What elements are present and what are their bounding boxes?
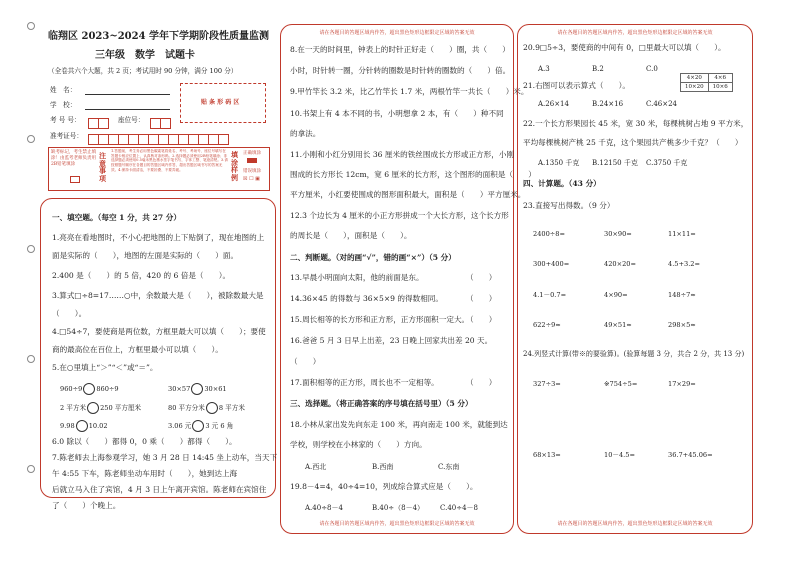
question-12: 12.3 个边长为 4 厘米的小正方形拼成一个大长方形，这个长方形 xyxy=(290,211,509,220)
name-label: 姓 名： xyxy=(50,86,77,94)
compare-circle[interactable] xyxy=(83,383,95,395)
q20-option-b: B.2 xyxy=(592,65,604,73)
question-9: 9.甲竹竿长 3.2 米，比乙竹竿长 1.7 米，两根竹竿一共长（ ）米。 xyxy=(290,87,529,96)
compare-row-3: 9.98 10.02 xyxy=(60,422,108,430)
calc-item: 4×90= xyxy=(604,291,628,299)
vertical-calc: 327÷3= xyxy=(533,380,561,388)
page-title: 临翔区 2023~2024 学年下学期阶段性质量监测 xyxy=(48,31,270,42)
question-21: 21.右图可以表示算式（ ）。 xyxy=(523,81,630,90)
notice-items: 1.答题前，考生务必用黑色碳素笔将姓名、考号、考场号、座位号填写在答题卡相应位置上，认真核对条形码。2.选择题必须使用2B铅笔填涂；非选择题必须使用0.5毫米黑色墨水签字笔书写，字体工整、笔迹清楚。3.请按照题号顺序在各题目的答题区域内作答，超出答题区域书写的答案无效。4.保持卡面清洁，不要折叠、不要弄破。 xyxy=(111,149,228,172)
barcode-area xyxy=(180,83,266,123)
binding-hole xyxy=(27,135,35,143)
question-16: 16.爸爸 5 月 3 日早上出差，23 日晚上回家共出差 20 天。 xyxy=(290,336,493,345)
exam-room-label: 考 号 号： xyxy=(50,116,81,124)
calc-item: 2400÷8= xyxy=(533,230,566,238)
vertical-calc: 10－4.5= xyxy=(604,451,635,459)
question-1-cont: 面是实际的（ ），地图的左面是实际的（ ）面。 xyxy=(52,251,239,260)
question-8-cont: 小时，时针转一圈，分针转的圈数是时针转的圈数的（ ）倍。 xyxy=(290,66,511,75)
area-model-table xyxy=(680,73,733,92)
calc-item: 148÷7≈ xyxy=(668,291,696,299)
answer-16[interactable]: （ ） xyxy=(290,357,321,366)
section1-title: 一、填空题。（每空 1 分，共 27 分） xyxy=(52,213,181,222)
table-cell: 10×20 xyxy=(681,83,709,92)
compare-circle[interactable] xyxy=(191,383,203,395)
question-20: 20.9□5÷3，要使商的中间有 0，□里最大可以填（ ）。 xyxy=(523,43,726,52)
calc-item: 298×5≈ xyxy=(668,321,696,329)
calc-item: 4.1－0.7= xyxy=(533,291,567,299)
vertical-calc: 17×29= xyxy=(668,380,696,388)
compare-row-1b: 30×57 30×61 xyxy=(168,385,227,393)
question-11-cont: 围成的长方形长 12cm，宽 6 厘米的长方形，这个图形的面积是（ ） xyxy=(290,170,536,179)
question-7-cont: 午 4:55 下车，陈老师坐动车用时（ ），她到达上海 xyxy=(52,469,238,478)
question-2: 2.400 是（ ）的 5 倍，420 的 6 倍是（ ）。 xyxy=(52,271,231,280)
question-4: 4.□54÷7，要使商是两位数，方框里最大可以填（ ）；要使 xyxy=(52,327,266,336)
barcode-label: 贴 条 形 码 区 xyxy=(201,99,240,106)
table-cell: 4×20 xyxy=(681,74,709,83)
question-1: 1.亮亮在看地图时，不小心把地图的上下贴倒了，现在地图的上 xyxy=(52,233,265,242)
question-11-cont2: 平方厘米，小红要使围成的图形面积最大，面积是（ ）平方厘米。 xyxy=(290,190,526,199)
table-cell: 4×6 xyxy=(708,74,732,83)
question-10: 10.书架上有 4 本不同的书，小明想拿 2 本，有（ ）种不同 xyxy=(290,109,504,118)
question-7: 7.陈老师去上海参观学习，她 3 月 28 日 14:45 坐上动车，当天下 xyxy=(52,453,278,462)
q18-option-b: B.西南 xyxy=(372,463,394,471)
section4-title: 四、计算题。（43 分） xyxy=(523,179,601,188)
compare-circle[interactable] xyxy=(192,420,204,432)
absent-mark-box[interactable] xyxy=(70,176,80,183)
admission-label: 准考证号： xyxy=(50,132,83,140)
question-18-cont: 学校，则学校在小林家的（ ）方向。 xyxy=(290,440,427,449)
calc-item: 420×20= xyxy=(604,260,637,268)
section2-title: 二、判断题。（对的画“√”，错的画“×”）（5 分） xyxy=(290,253,456,262)
compare-row-2: 2 平方米 250 平方厘米 xyxy=(60,404,142,412)
q21-option-b: B.24×16 xyxy=(592,100,624,108)
q18-option-a: A.西北 xyxy=(305,463,327,471)
question-17: 17.面积相等的正方形，周长也不一定相等。 xyxy=(290,378,439,387)
compare-row-2b: 80 平方分米 8 平方米 xyxy=(168,404,245,412)
seat-label: 座位号： xyxy=(118,116,145,124)
question-3-cont: （ ）。 xyxy=(52,309,87,318)
answer-15[interactable]: （ ） xyxy=(466,315,497,324)
question-19: 19.8－4=4，40÷4=10，列成综合算式应是（ ）。 xyxy=(290,482,478,491)
school-label: 学 校： xyxy=(50,101,77,109)
compare-circle[interactable] xyxy=(87,402,99,414)
calc-item: 49×51≈ xyxy=(604,321,632,329)
answer-17[interactable]: （ ） xyxy=(466,378,497,387)
question-23: 23.直接写出得数。（9 分） xyxy=(523,201,615,210)
q21-option-a: A.26×14 xyxy=(538,100,569,108)
q20-option-a: A.3 xyxy=(538,65,550,73)
absent-mark-text: 缺考标记，考生禁止填涂！由监考老师负责用2B铅笔填涂 xyxy=(51,150,96,167)
vertical-calc: 36.7+45.06= xyxy=(668,451,713,459)
calc-item: 622÷9≈ xyxy=(533,321,561,329)
q22-option-b: B.12150 千克 xyxy=(592,159,638,167)
q22-option-a: A.1350 千克 xyxy=(538,159,580,167)
q18-option-c: C.东南 xyxy=(438,463,460,471)
calc-item: 300+400= xyxy=(533,260,570,268)
fill-sample-title: 填涂样例 xyxy=(231,150,238,183)
question-18: 18.小林从家出发先向东走 100 米，再向南走 100 米，就能到达 xyxy=(290,420,508,429)
question-12-cont: 的周长是（ ），面积是（ ）。 xyxy=(290,231,412,240)
calc-item: 30×90= xyxy=(604,230,632,238)
fill-wrong-sample: ☒ ☐ ▣ xyxy=(243,176,260,182)
question-13: 13.早晨小明面向太阳，他的前面是东。 xyxy=(290,273,424,282)
compare-circle[interactable] xyxy=(206,402,218,414)
compare-row-3b: 3.06 元 3 元 6 角 xyxy=(168,422,234,430)
warning-bottom: 请在各题目的答题区域内作答，超出黑色矩形边框限定区域的答案无效 xyxy=(319,521,475,527)
q19-option-c: C.40÷4－8 xyxy=(440,504,479,512)
fill-correct-label: 正确填涂 xyxy=(243,151,261,156)
compare-row-1: 960÷9 860÷9 xyxy=(60,385,119,393)
question-6: 6.0 除以（ ）都得 0，0 乘（ ）都得（ ）。 xyxy=(52,437,237,446)
question-5: 5.在○里填上“＞”“＜”或“＝”。 xyxy=(52,363,158,372)
question-7-cont2: 后就立马入住了宾馆，4 月 3 日上午离开宾馆。陈老师在宾馆住 xyxy=(52,485,267,494)
table-cell: 10×6 xyxy=(708,83,732,92)
q19-option-b: B.40÷（8－4） xyxy=(372,504,425,512)
question-22: 22.一个长方形果园长 45 米，宽 30 米，每棵桃树占地 9 平方米， xyxy=(523,119,749,128)
page-subtitle: 三年级 数学 试题卡 xyxy=(95,50,195,61)
q20-option-c: C.0 xyxy=(646,65,658,73)
question-11: 11.小刚和小红分别用长 36 厘米的铁丝围成长方形或正方形，小刚 xyxy=(290,150,515,159)
answer-14[interactable]: （ ） xyxy=(466,294,497,303)
calc-item: 4.5+3.2= xyxy=(668,260,701,268)
question-15: 15.周长相等的长方形和正方形，正方形面积一定大。 xyxy=(290,315,470,324)
question-22-cont: 平均每棵桃树产桃 25 千克，这个果园共产桃多少千克？（ ） xyxy=(523,138,743,147)
question-3: 3.算式□÷8=17……○中，余数最大是（ ），被除数最大是 xyxy=(52,291,264,300)
question-7-cont3: 了（ ）个晚上。 xyxy=(52,501,121,510)
fill-correct-sample xyxy=(247,158,257,163)
question-24: 24.列竖式计算(带※的要验算)。(验算每题 3 分，共合 2 分，共 13 分) xyxy=(523,350,745,358)
binding-hole xyxy=(27,355,35,363)
school-field[interactable] xyxy=(85,109,170,110)
binding-hole xyxy=(27,245,35,253)
calc-item: 11×11= xyxy=(668,230,696,238)
section3-title: 三、选择题。（将正确答案的序号填在括号里）（5 分） xyxy=(290,399,473,408)
question-8: 8.在一天的时间里，钟表上的时针正好走（ ）圈，共（ ） xyxy=(290,45,510,54)
exam-note: （全卷共六个大题，共 2 页；考试用时 90 分钟，满分 100 分） xyxy=(48,67,238,75)
binding-hole xyxy=(27,22,35,30)
warning-top: 请在各题目的答题区域内作答，超出黑色矩形边框限定区域的答案无效 xyxy=(319,30,475,36)
notice-title: 注意事项 xyxy=(99,151,106,184)
compare-circle[interactable] xyxy=(76,420,88,432)
fill-wrong-label: 错误填涂 xyxy=(243,169,261,174)
question-10-cont: 的拿法。 xyxy=(290,129,321,138)
q22-option-c: C.3750 千克 xyxy=(646,159,688,167)
vertical-calc: 68×13= xyxy=(533,451,561,459)
question-4-cont: 商的最高位在百位上，方框里最小可以填（ ）。 xyxy=(52,345,223,354)
vertical-calc: ※754÷5= xyxy=(604,380,638,388)
q21-option-c: C.46×24 xyxy=(646,100,678,108)
warning-bottom: 请在各题目的答题区域内作答，超出黑色矩形边框限定区域的答案无效 xyxy=(557,521,713,527)
notice-box xyxy=(48,147,270,191)
answer-13[interactable]: （ ） xyxy=(466,273,497,282)
binding-hole xyxy=(27,465,35,473)
question-14: 14.36×45 的得数与 36×5×9 的得数相同。 xyxy=(290,294,443,303)
warning-top: 请在各题目的答题区域内作答，超出黑色矩形边框限定区域的答案无效 xyxy=(557,30,713,36)
name-field[interactable] xyxy=(85,94,170,95)
q19-option-a: A.40÷8－4 xyxy=(305,504,343,512)
